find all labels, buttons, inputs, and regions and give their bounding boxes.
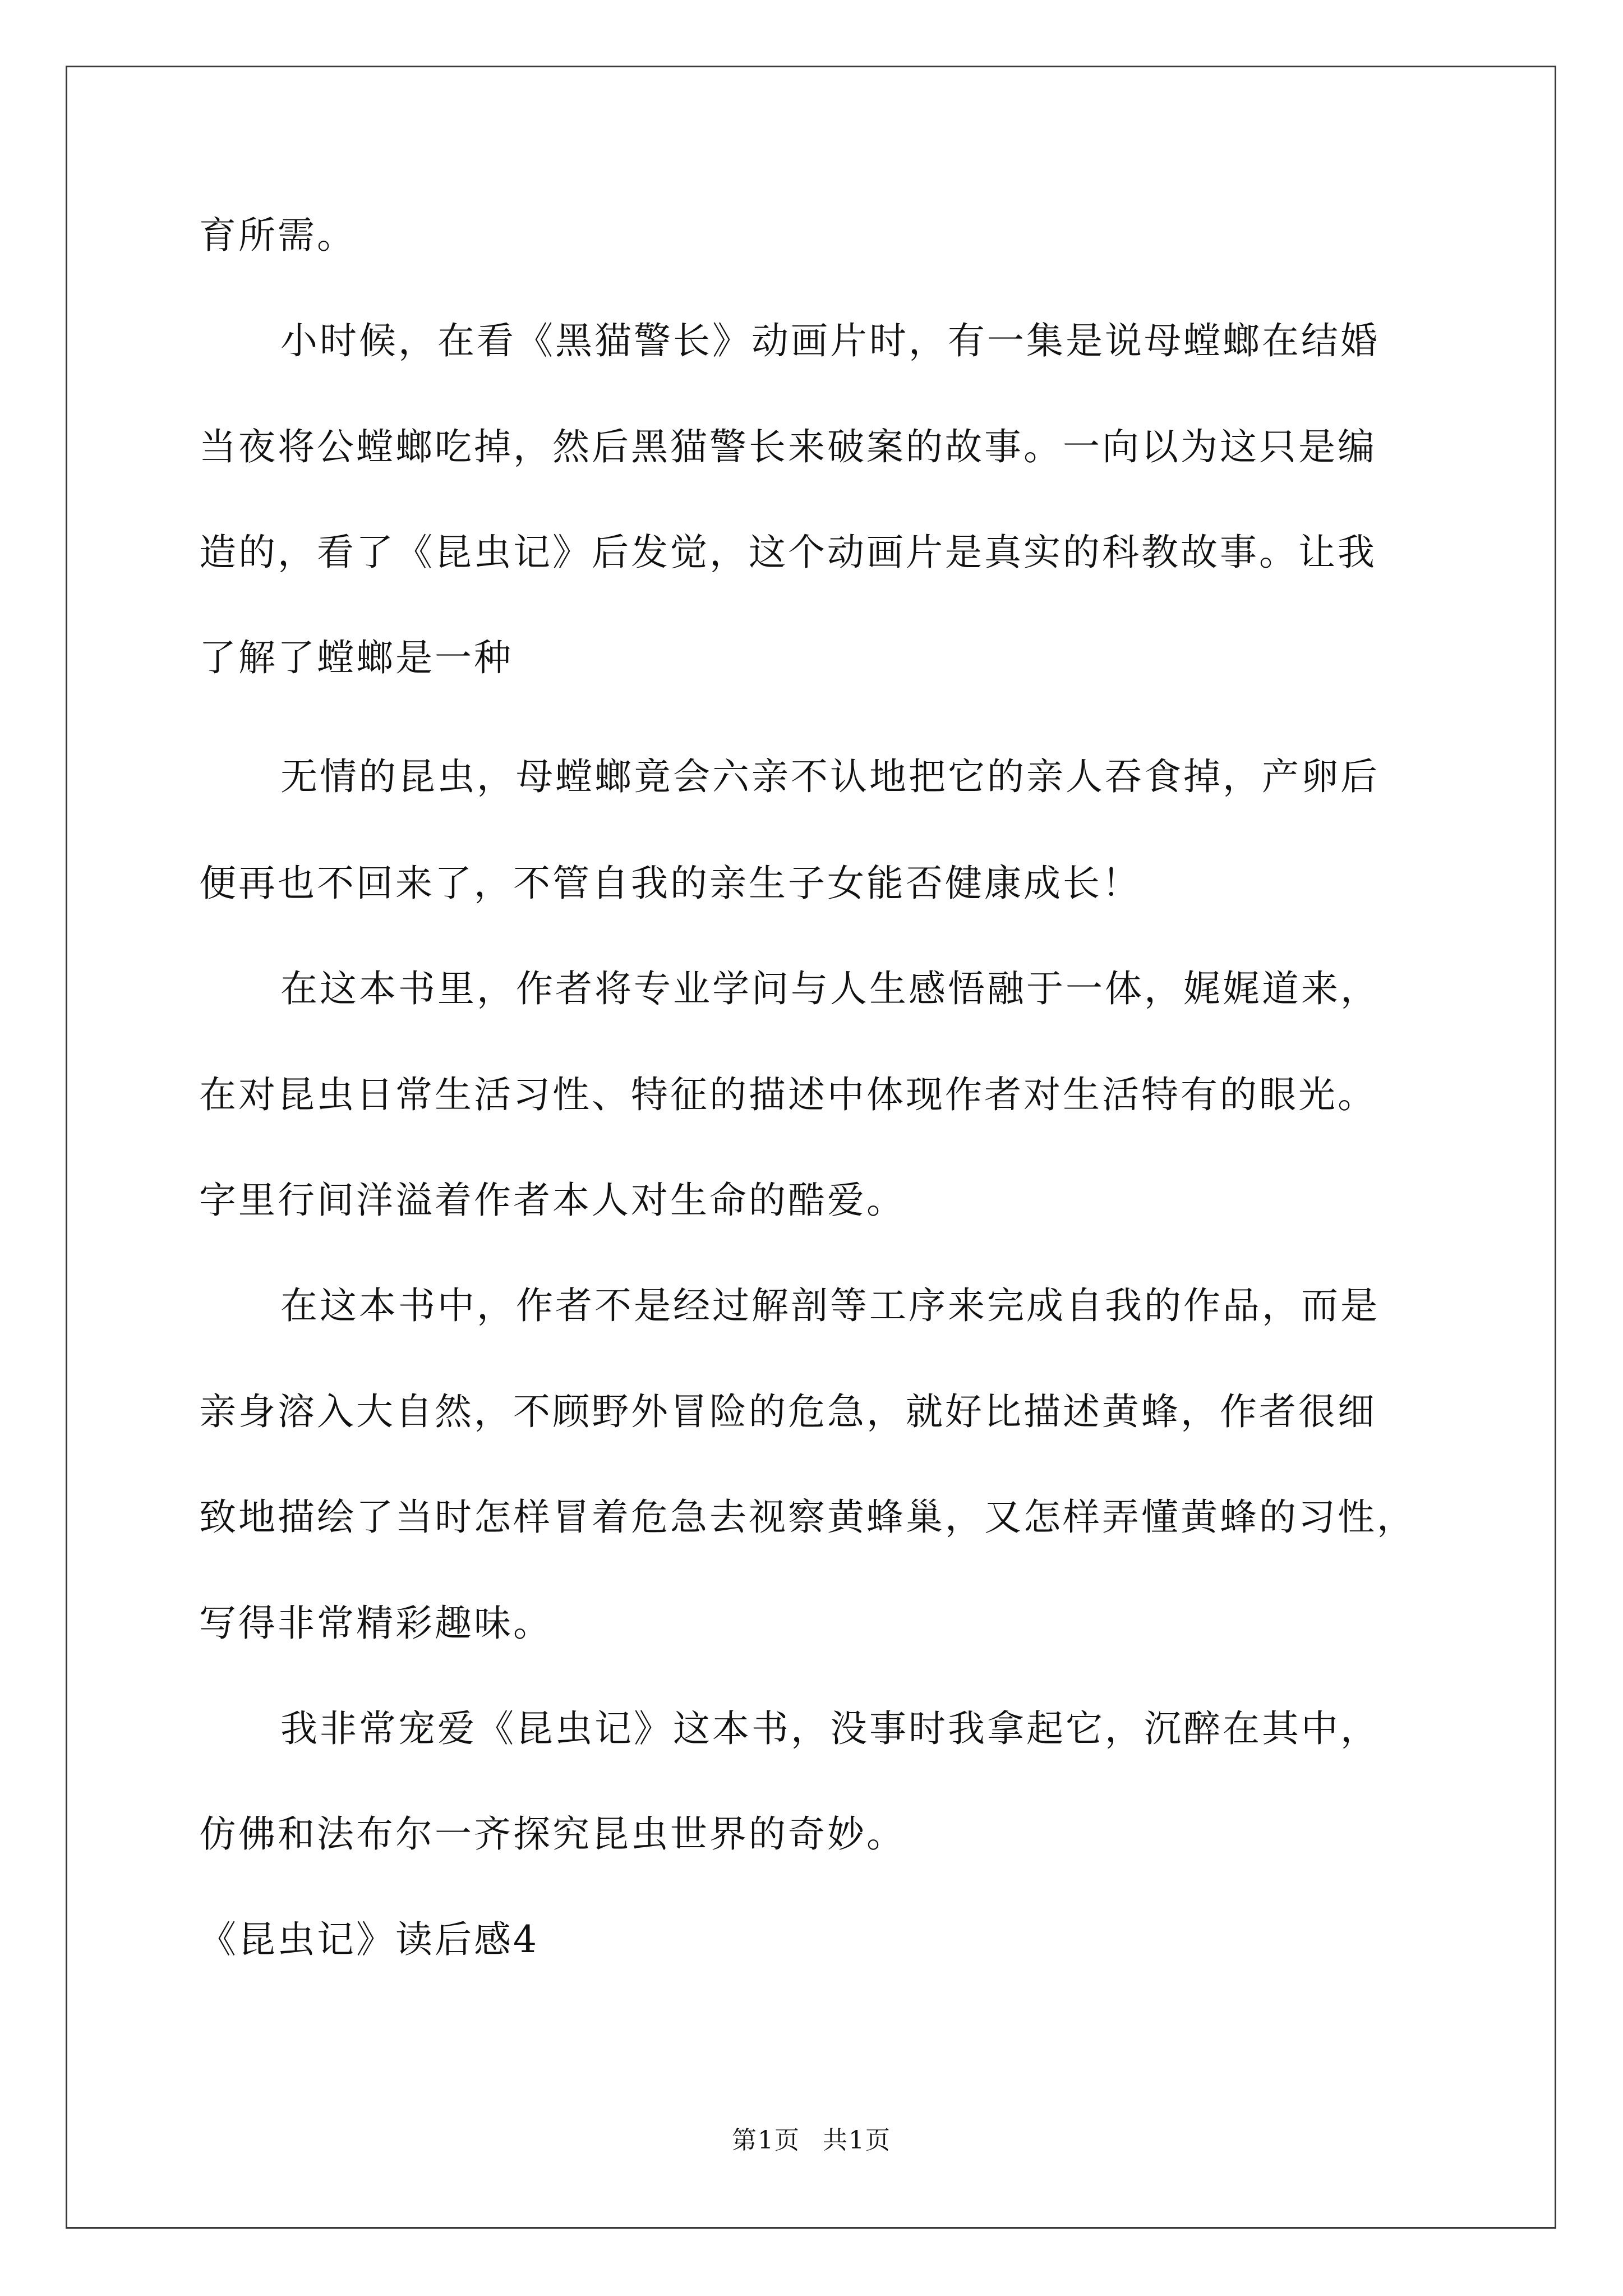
text-line: 字里行间洋溢着作者本人对生命的酷爱。 — [199, 1179, 906, 1222]
page-footer — [0, 2124, 1623, 2157]
text-line: 在对昆虫日常生活习性、特征的描述中体现作者对生活特有的眼光。 — [199, 1073, 1377, 1116]
text-line: 在这本书中，作者不是经过解剖等工序来完成自我的作品，而是 — [280, 1284, 1380, 1327]
page-number: 第1页 — [732, 2126, 800, 2155]
page-border — [66, 66, 1556, 2229]
text-line: 亲身溶入大自然，不顾野外冒险的危急，就好比描述黄蜂，作者很细 — [199, 1390, 1377, 1433]
text-line: 致地描绘了当时怎样冒着危急去视察黄蜂巢，又怎样弄懂黄蜂的习性， — [199, 1496, 1416, 1539]
text-line: 在这本书里，作者将专业学问与人生感悟融于一体，娓娓道来， — [280, 967, 1380, 1010]
text-line: 便再也不回来了，不管自我的亲生子女能否健康成长！ — [199, 862, 1141, 905]
section-heading: 《昆虫记》读后感4 — [199, 1918, 539, 1961]
text-line: 写得非常精彩趣味。 — [199, 1602, 552, 1645]
text-line: 仿佛和法布尔一齐探究昆虫世界的奇妙。 — [199, 1812, 906, 1856]
text-line: 育所需。 — [199, 214, 356, 257]
text-line: 造的，看了《昆虫记》后发觉，这个动画片是真实的科教故事。让我 — [199, 531, 1377, 574]
text-line: 我非常宠爱《昆虫记》这本书，没事时我拿起它，沉醉在其中， — [280, 1707, 1380, 1750]
text-line: 无情的昆虫，母螳螂竟会六亲不认地把它的亲人吞食掉，产卵后 — [280, 755, 1380, 798]
page-total: 共1页 — [823, 2126, 891, 2155]
text-line: 小时候，在看《黑猫警长》动画片时，有一集是说母螳螂在结婚 — [280, 319, 1380, 362]
text-line: 当夜将公螳螂吃掉，然后黑猫警长来破案的故事。一向以为这只是编 — [199, 425, 1377, 468]
text-line: 了解了螳螂是一种 — [199, 636, 513, 679]
